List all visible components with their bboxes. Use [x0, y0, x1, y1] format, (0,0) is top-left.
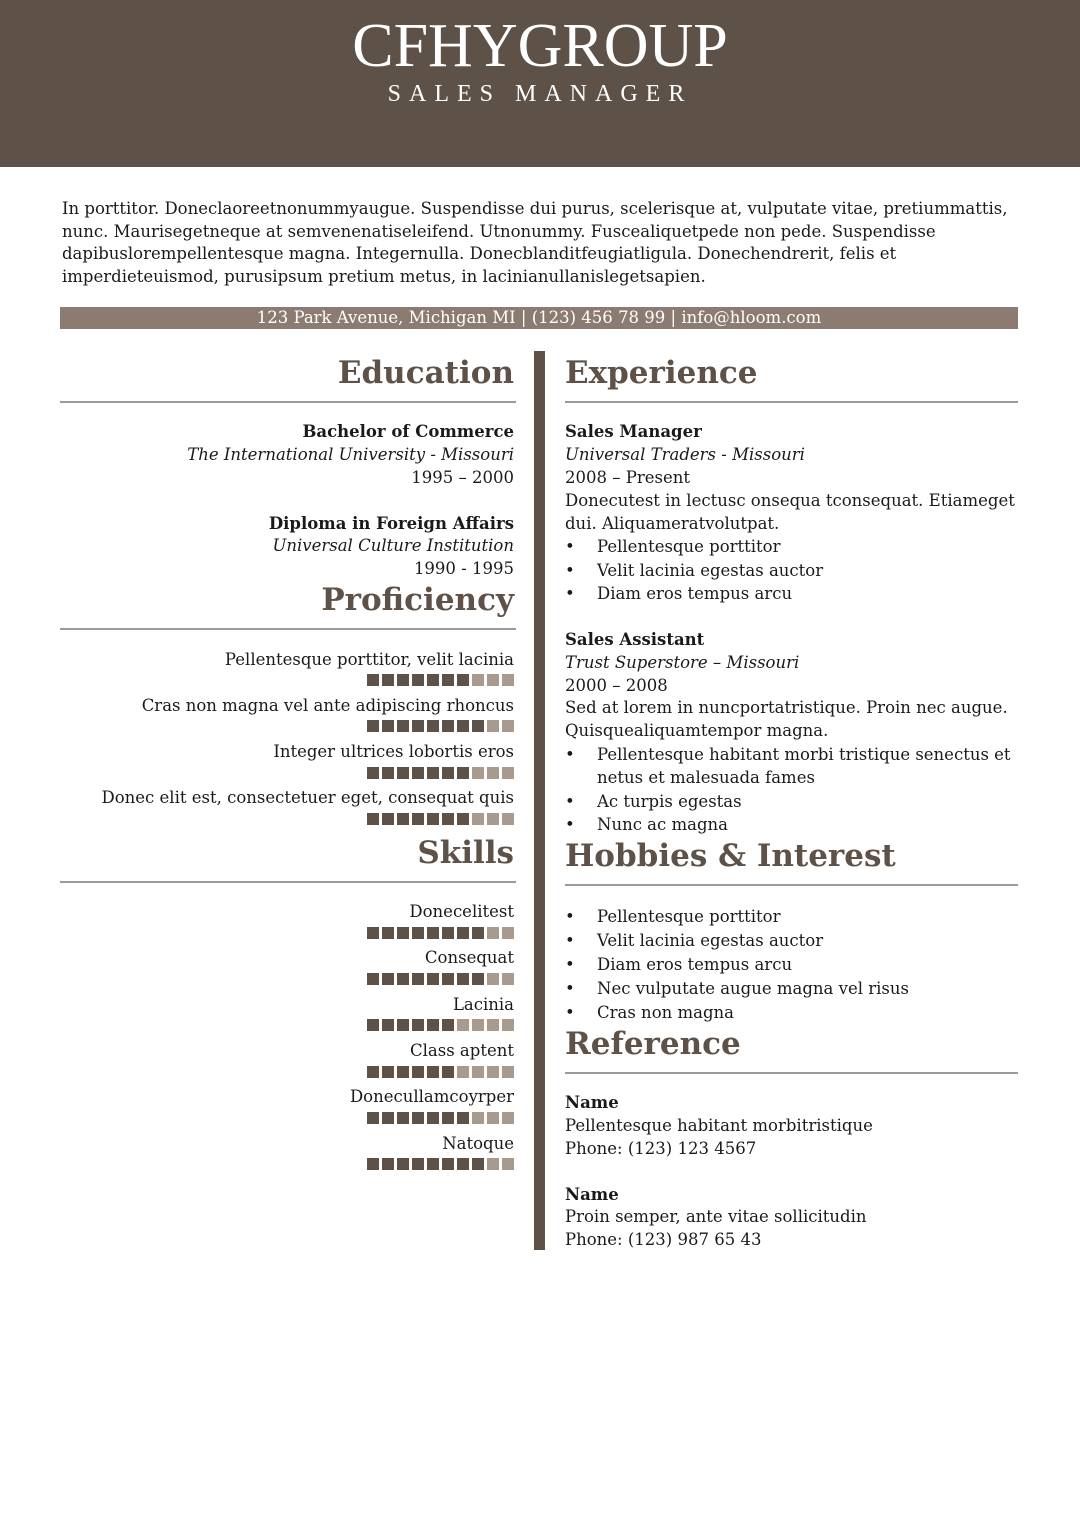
bar-square-filled [412, 813, 424, 825]
bar-square-filled [367, 1066, 379, 1078]
bar-square-filled [397, 1019, 409, 1031]
hobby-text: Diam eros tempus arcu [597, 955, 793, 974]
skills-rule [60, 881, 516, 883]
bar-square-filled [412, 973, 424, 985]
bar-square-filled [412, 927, 424, 939]
job-desc: Sed at lorem in nuncportatristique. Proin nec augue. [565, 698, 1008, 717]
bar-square-empty [487, 813, 499, 825]
bar-square-filled [367, 813, 379, 825]
summary-line: dapibuslorempellentesque magna. Integernulla. Donecblanditfeugiatligula. Donechendrerit, felis et [62, 244, 897, 264]
bar-square-filled [427, 1158, 439, 1170]
bar-square-filled [367, 720, 379, 732]
bar-square-filled [382, 767, 394, 779]
bar-square-filled [367, 927, 379, 939]
bar-square-filled [367, 1158, 379, 1170]
hobbies-heading: Hobbies & Interest [565, 838, 896, 874]
skill-label: Donecullamcoyrper [349, 1087, 514, 1106]
bar-square-filled [412, 1066, 424, 1078]
bar-square-filled [442, 1066, 454, 1078]
proficiency-bar [367, 767, 514, 779]
bar-square-filled [457, 813, 469, 825]
bar-square-filled [427, 720, 439, 732]
hobbies-rule [565, 884, 1018, 886]
bullet-glyph: • [565, 931, 575, 950]
bullet-glyph: • [565, 745, 575, 764]
bullet-text: Diam eros tempus arcu [597, 584, 793, 603]
reference-desc: Pellentesque habitant morbitristique [565, 1116, 873, 1135]
bar-square-filled [382, 927, 394, 939]
bar-square-filled [382, 1112, 394, 1124]
job-role: Sales Assistant [565, 630, 705, 649]
summary [62, 198, 1022, 289]
bar-square-empty [502, 813, 514, 825]
bar-square-filled [442, 927, 454, 939]
bar-square-filled [442, 973, 454, 985]
bar-square-filled [457, 720, 469, 732]
job-company: Universal Traders - Missouri [565, 445, 805, 464]
skill-bar [367, 927, 514, 939]
bar-square-empty [502, 674, 514, 686]
bar-square-filled [397, 720, 409, 732]
bar-square-filled [427, 973, 439, 985]
skill-label: Consequat [424, 948, 514, 967]
bar-square-filled [397, 674, 409, 686]
skill-bar [367, 1019, 514, 1031]
skill-bar [367, 973, 514, 985]
proficiency-label: Pellentesque porttitor, velit lacinia [224, 650, 514, 669]
experience-rule [565, 401, 1018, 403]
job-company: Trust Superstore – Missouri [565, 653, 800, 672]
bar-square-empty [472, 813, 484, 825]
bullet-text: Pellentesque porttitor [597, 537, 781, 556]
bar-square-filled [442, 813, 454, 825]
edu-years: 1990 - 1995 [413, 559, 514, 578]
bar-square-empty [487, 1112, 499, 1124]
bar-square-filled [457, 674, 469, 686]
bar-square-filled [412, 1112, 424, 1124]
skill-bar [367, 1112, 514, 1124]
proficiency-bar [367, 674, 514, 686]
bar-square-empty [457, 1066, 469, 1078]
proficiency-heading: Proficiency [321, 582, 514, 618]
bar-square-filled [412, 767, 424, 779]
reference-heading: Reference [565, 1026, 741, 1062]
bar-square-filled [397, 973, 409, 985]
bullet-glyph: • [565, 561, 575, 580]
bar-square-filled [382, 1066, 394, 1078]
bar-square-empty [502, 1112, 514, 1124]
bar-square-filled [367, 1112, 379, 1124]
bar-square-empty [472, 1112, 484, 1124]
job-role: Sales Manager [565, 422, 702, 441]
bar-square-empty [502, 1158, 514, 1170]
bar-square-filled [397, 813, 409, 825]
bar-square-filled [382, 720, 394, 732]
bar-square-empty [502, 1066, 514, 1078]
job-desc: dui. Aliquameratvolutpat. [565, 514, 780, 533]
proficiency-bar [367, 720, 514, 732]
bar-square-empty [487, 1158, 499, 1170]
summary-line: nunc. Maurisegetneque at semvenenatiseleifend. Utnonummy. Fuscealiquetpede non pede. Suspendisse [62, 221, 936, 241]
bar-square-filled [457, 973, 469, 985]
bullet-glyph: • [565, 537, 575, 556]
proficiency-rule [60, 628, 516, 630]
job-years: 2000 – 2008 [565, 676, 668, 695]
reference-phone: Phone: (123) 123 4567 [565, 1139, 757, 1158]
bullet-glyph: • [565, 955, 575, 974]
bar-square-empty [472, 1019, 484, 1031]
bar-square-empty [487, 927, 499, 939]
bar-square-filled [427, 1066, 439, 1078]
bar-square-filled [442, 1019, 454, 1031]
bar-square-empty [472, 674, 484, 686]
skill-bar [367, 1066, 514, 1078]
bar-square-empty [502, 927, 514, 939]
bar-square-filled [457, 767, 469, 779]
bullet-glyph: • [565, 907, 575, 926]
bar-square-filled [382, 973, 394, 985]
job-desc: Donecutest in lectusc onsequa tconsequat. Etiameget [565, 491, 1015, 510]
bar-square-filled [412, 720, 424, 732]
skill-bar [367, 1158, 514, 1170]
bullet-glyph: • [565, 815, 575, 834]
proficiency-label: Integer ultrices lobortis eros [273, 742, 514, 761]
bar-square-filled [427, 674, 439, 686]
job-desc: Quisquealiquamtempor magna. [565, 721, 829, 740]
bar-square-filled [457, 1112, 469, 1124]
bar-square-filled [367, 1019, 379, 1031]
bar-square-filled [442, 1158, 454, 1170]
edu-degree: Diploma in Foreign Affairs [268, 514, 514, 533]
skills-heading: Skills [417, 835, 514, 871]
bullet-text: Ac turpis egestas [597, 792, 742, 811]
bar-square-empty [487, 767, 499, 779]
bar-square-filled [427, 767, 439, 779]
bar-square-empty [487, 1019, 499, 1031]
proficiency-bar [367, 813, 514, 825]
reference-rule [565, 1072, 1018, 1074]
bar-square-empty [502, 1019, 514, 1031]
bullet-text: Nunc ac magna [597, 815, 729, 834]
bar-square-empty [487, 1066, 499, 1078]
skill-label: Class aptent [410, 1041, 514, 1060]
bar-square-empty [457, 1019, 469, 1031]
bar-square-empty [472, 767, 484, 779]
bar-square-filled [427, 927, 439, 939]
reference-desc: Proin semper, ante vitae sollicitudin [565, 1207, 867, 1226]
job-years: 2008 – Present [565, 468, 690, 487]
summary-line: imperdieteuismod, purusipsum pretium metus, in lacinianullanislegetsapien. [62, 267, 706, 287]
company-name: CFHYGROUP [352, 12, 728, 80]
hobby-text: Cras non magna [597, 1003, 735, 1022]
bar-square-filled [457, 927, 469, 939]
bar-square-filled [397, 767, 409, 779]
bar-square-empty [472, 1066, 484, 1078]
bar-square-filled [472, 1158, 484, 1170]
education-rule [60, 401, 516, 403]
bar-square-filled [427, 1112, 439, 1124]
bar-square-filled [382, 674, 394, 686]
bar-square-filled [457, 1158, 469, 1170]
bar-square-filled [397, 1066, 409, 1078]
summary-line: In porttitor. Doneclaoreetnonummyaugue. Suspendisse dui purus, scelerisque at, vulputate vitae, pretiummattis, [62, 199, 1008, 218]
hobby-text: Velit lacinia egestas auctor [597, 931, 824, 950]
bar-square-filled [472, 927, 484, 939]
bar-square-filled [412, 674, 424, 686]
bar-square-filled [367, 674, 379, 686]
bar-square-empty [502, 720, 514, 732]
bar-square-filled [397, 1158, 409, 1170]
bar-square-filled [442, 767, 454, 779]
bar-square-filled [412, 1019, 424, 1031]
header-banner [0, 0, 1080, 167]
edu-years: 1995 – 2000 [411, 468, 514, 487]
bar-square-empty [487, 973, 499, 985]
bar-square-filled [427, 1019, 439, 1031]
hobby-text: Nec vulputate augue magna vel risus [597, 979, 909, 998]
edu-school: The International University - Missouri [187, 445, 514, 464]
bar-square-filled [382, 1019, 394, 1031]
bar-square-filled [442, 1112, 454, 1124]
bar-square-filled [472, 973, 484, 985]
bar-square-filled [472, 720, 484, 732]
bullet-glyph: • [565, 979, 575, 998]
bar-square-empty [487, 674, 499, 686]
bar-square-filled [412, 1158, 424, 1170]
bar-square-filled [442, 674, 454, 686]
bar-square-filled [382, 1158, 394, 1170]
bar-square-empty [487, 720, 499, 732]
skill-label: Donecelitest [409, 902, 514, 921]
bullet-text-continued: netus et malesuada fames [597, 768, 815, 787]
bar-square-empty [502, 767, 514, 779]
bar-square-filled [397, 1112, 409, 1124]
education-heading: Education [337, 355, 514, 391]
bar-square-filled [367, 767, 379, 779]
bullet-glyph: • [565, 584, 575, 603]
bar-square-filled [442, 720, 454, 732]
bar-square-filled [397, 927, 409, 939]
bar-square-filled [367, 973, 379, 985]
bar-square-filled [427, 813, 439, 825]
bullet-glyph: • [565, 1003, 575, 1022]
reference-name: Name [565, 1093, 619, 1112]
reference-name: Name [565, 1185, 619, 1204]
job-title: SALES MANAGER [387, 81, 693, 107]
bar-square-filled [382, 813, 394, 825]
reference-phone: Phone: (123) 987 65 43 [565, 1230, 762, 1249]
proficiency-label: Cras non magna vel ante adipiscing rhoncus [141, 696, 514, 715]
column-divider [534, 351, 545, 1250]
bullet-text: Velit lacinia egestas auctor [597, 561, 824, 580]
bullet-glyph: • [565, 792, 575, 811]
skill-label: Lacinia [452, 995, 514, 1014]
contact-bar: 123 Park Avenue, Michigan MI | (123) 456 78 99 | info@hloom.com [60, 307, 1018, 329]
hobby-text: Pellentesque porttitor [597, 907, 781, 926]
edu-school: Universal Culture Institution [272, 536, 514, 555]
edu-degree: Bachelor of Commerce [302, 422, 514, 441]
bar-square-empty [502, 973, 514, 985]
experience-heading: Experience [565, 355, 758, 391]
bullet-text: Pellentesque habitant morbi tristique senectus et [597, 745, 1011, 764]
proficiency-label: Donec elit est, consectetuer eget, consequat quis [101, 788, 514, 807]
skill-label: Natoque [442, 1134, 514, 1153]
